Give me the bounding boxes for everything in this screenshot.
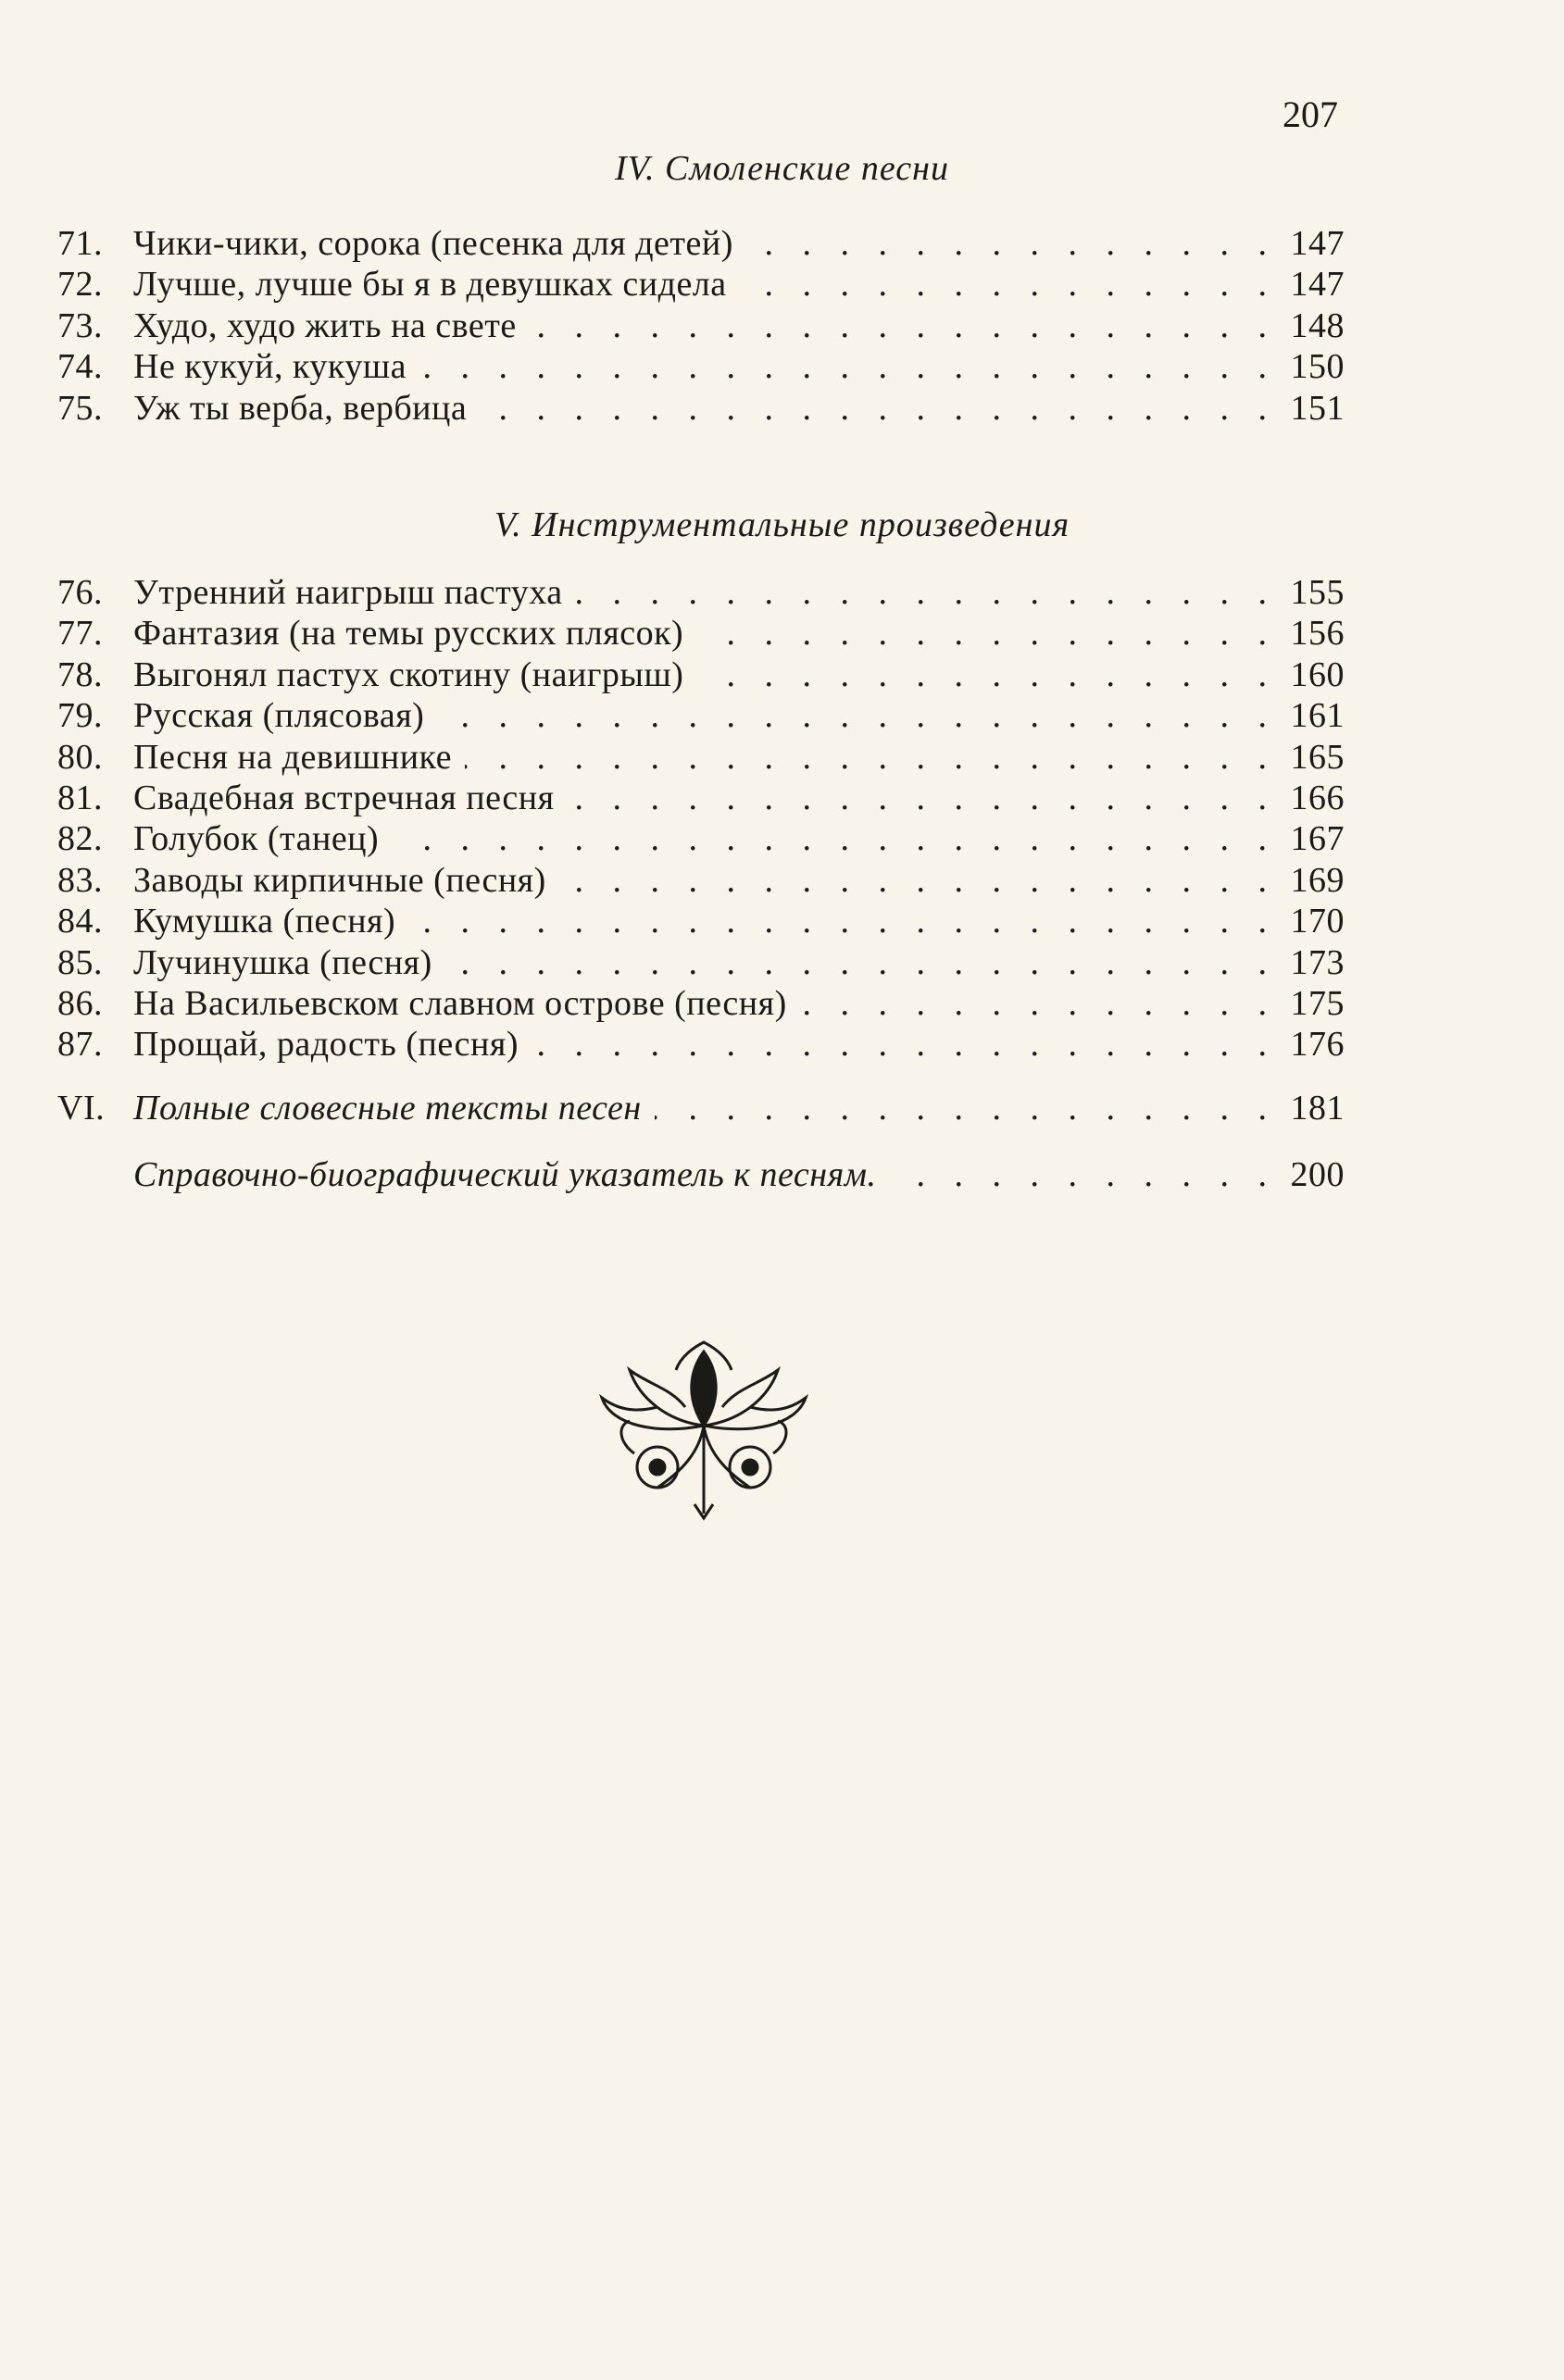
- entry-number: 71.: [57, 224, 103, 263]
- toc-entry: [57, 901, 1345, 941]
- dot-leader: [480, 388, 1267, 429]
- entry-page: 173: [1290, 942, 1345, 982]
- entry-page: 148: [1290, 305, 1345, 345]
- entry-title: Лучинушка (песня): [133, 942, 432, 982]
- toc-entry: [57, 818, 1345, 859]
- entry-page: 169: [1290, 860, 1345, 900]
- dot-leader: [530, 305, 1267, 346]
- entry-title: Фантазия (на темы русских плясок): [133, 614, 684, 654]
- toc-entry: [57, 695, 1345, 736]
- dot-leader: [437, 695, 1267, 736]
- dot-leader: [746, 223, 1267, 264]
- entry-number: 81.: [57, 779, 103, 817]
- section-heading-v: V. Инструментальные произведения: [494, 505, 1070, 544]
- entry-number: 80.: [57, 737, 103, 777]
- entry-number: 78.: [57, 654, 103, 694]
- entry-page: 155: [1290, 573, 1345, 612]
- toc-entry: [57, 388, 1345, 429]
- entry-page: 156: [1290, 614, 1345, 654]
- entry-page: 147: [1290, 265, 1345, 305]
- toc-entry: [57, 346, 1345, 387]
- entry-page: 160: [1290, 654, 1345, 694]
- entry-page: 176: [1290, 1025, 1345, 1065]
- entry-title: Полные словесные тексты песен: [133, 1089, 642, 1128]
- entry-page: 150: [1290, 347, 1345, 387]
- toc-entry: [57, 223, 1345, 264]
- entry-title: Заводы кирпичные (песня): [133, 860, 546, 900]
- dot-leader: [408, 901, 1267, 941]
- entry-number: 79.: [57, 696, 103, 736]
- floral-ornament-icon: [593, 1333, 815, 1527]
- toc-entry: [57, 778, 1345, 818]
- dot-leader: [576, 572, 1267, 613]
- dot-leader: [696, 613, 1267, 654]
- entry-number: 82.: [57, 819, 103, 859]
- entry-page: 165: [1290, 737, 1345, 777]
- entry-page: 161: [1290, 696, 1345, 736]
- toc-entry: [57, 654, 1345, 695]
- toc-entry-index: [57, 1154, 1345, 1195]
- toc-entry: [57, 264, 1345, 305]
- toc-entry: [57, 942, 1345, 983]
- entry-number: 85.: [57, 942, 103, 982]
- dot-leader: [465, 737, 1267, 778]
- entry-title: Худо, худо жить на свете: [133, 305, 517, 345]
- dot-leader: [568, 778, 1267, 818]
- dot-leader: [740, 264, 1267, 305]
- toc-entry: [57, 305, 1345, 346]
- entry-page: 166: [1290, 779, 1345, 817]
- toc-entry: [57, 613, 1345, 654]
- entry-number: 73.: [57, 305, 103, 345]
- toc-entry: [57, 572, 1345, 613]
- dot-leader: [392, 818, 1267, 859]
- dot-leader: [696, 654, 1267, 695]
- entry-title: Справочно-биографический указатель к песням.: [133, 1155, 877, 1194]
- entry-number: 83.: [57, 860, 103, 900]
- toc-entry: [57, 860, 1345, 901]
- dot-leader: [419, 346, 1267, 387]
- dot-leader: [655, 1088, 1267, 1128]
- dot-leader: [559, 860, 1267, 901]
- entry-number: 72.: [57, 265, 103, 305]
- entry-number: 76.: [57, 573, 103, 612]
- entry-page: 200: [1290, 1155, 1345, 1194]
- section-heading-iv: IV. Смоленские песни: [615, 149, 949, 188]
- entry-title: Утренний наигрыш пастуха: [133, 573, 563, 612]
- entry-number: 77.: [57, 614, 103, 654]
- entry-page: 181: [1290, 1089, 1345, 1128]
- entry-title: Выгонял пастух скотину (наигрыш): [133, 654, 684, 694]
- toc-entry: [57, 1024, 1345, 1065]
- entry-page: 175: [1290, 984, 1345, 1023]
- entry-title: Лучше, лучше бы я в девушках сидела: [133, 265, 727, 305]
- entry-title: Голубок (танец): [133, 819, 380, 859]
- entry-number: VI.: [57, 1089, 106, 1128]
- entry-title: Уж ты верба, вербица: [133, 388, 468, 428]
- entry-page: 170: [1290, 902, 1345, 941]
- entry-number: 86.: [57, 984, 103, 1023]
- entry-title: Не кукуй, кукуша: [133, 347, 407, 387]
- entry-number: 84.: [57, 902, 103, 941]
- entry-page: 147: [1290, 224, 1345, 263]
- entry-title: На Васильевском славном острове (песня): [133, 984, 787, 1023]
- entry-number: 87.: [57, 1025, 103, 1065]
- entry-number: 74.: [57, 347, 103, 387]
- dot-leader: [890, 1154, 1267, 1195]
- entry-title: Кумушка (песня): [133, 902, 396, 941]
- entry-title: Песня на девишнике: [133, 737, 452, 777]
- toc-entry-section-vi: [57, 1088, 1345, 1128]
- entry-title: Чики-чики, сорока (песенка для детей): [133, 224, 733, 263]
- toc-entry: [57, 983, 1345, 1024]
- dot-leader: [532, 1024, 1267, 1065]
- entry-page: 167: [1290, 819, 1345, 859]
- entry-number: 75.: [57, 388, 103, 428]
- dot-leader: [800, 983, 1267, 1024]
- entry-title: Русская (плясовая): [133, 696, 425, 736]
- toc-entry: [57, 737, 1345, 778]
- page-number: 207: [1282, 93, 1338, 135]
- dot-leader: [445, 942, 1267, 983]
- entry-page: 151: [1290, 388, 1345, 428]
- entry-title: Прощай, радость (песня): [133, 1025, 519, 1065]
- entry-title: Свадебная встречная песня: [133, 779, 555, 817]
